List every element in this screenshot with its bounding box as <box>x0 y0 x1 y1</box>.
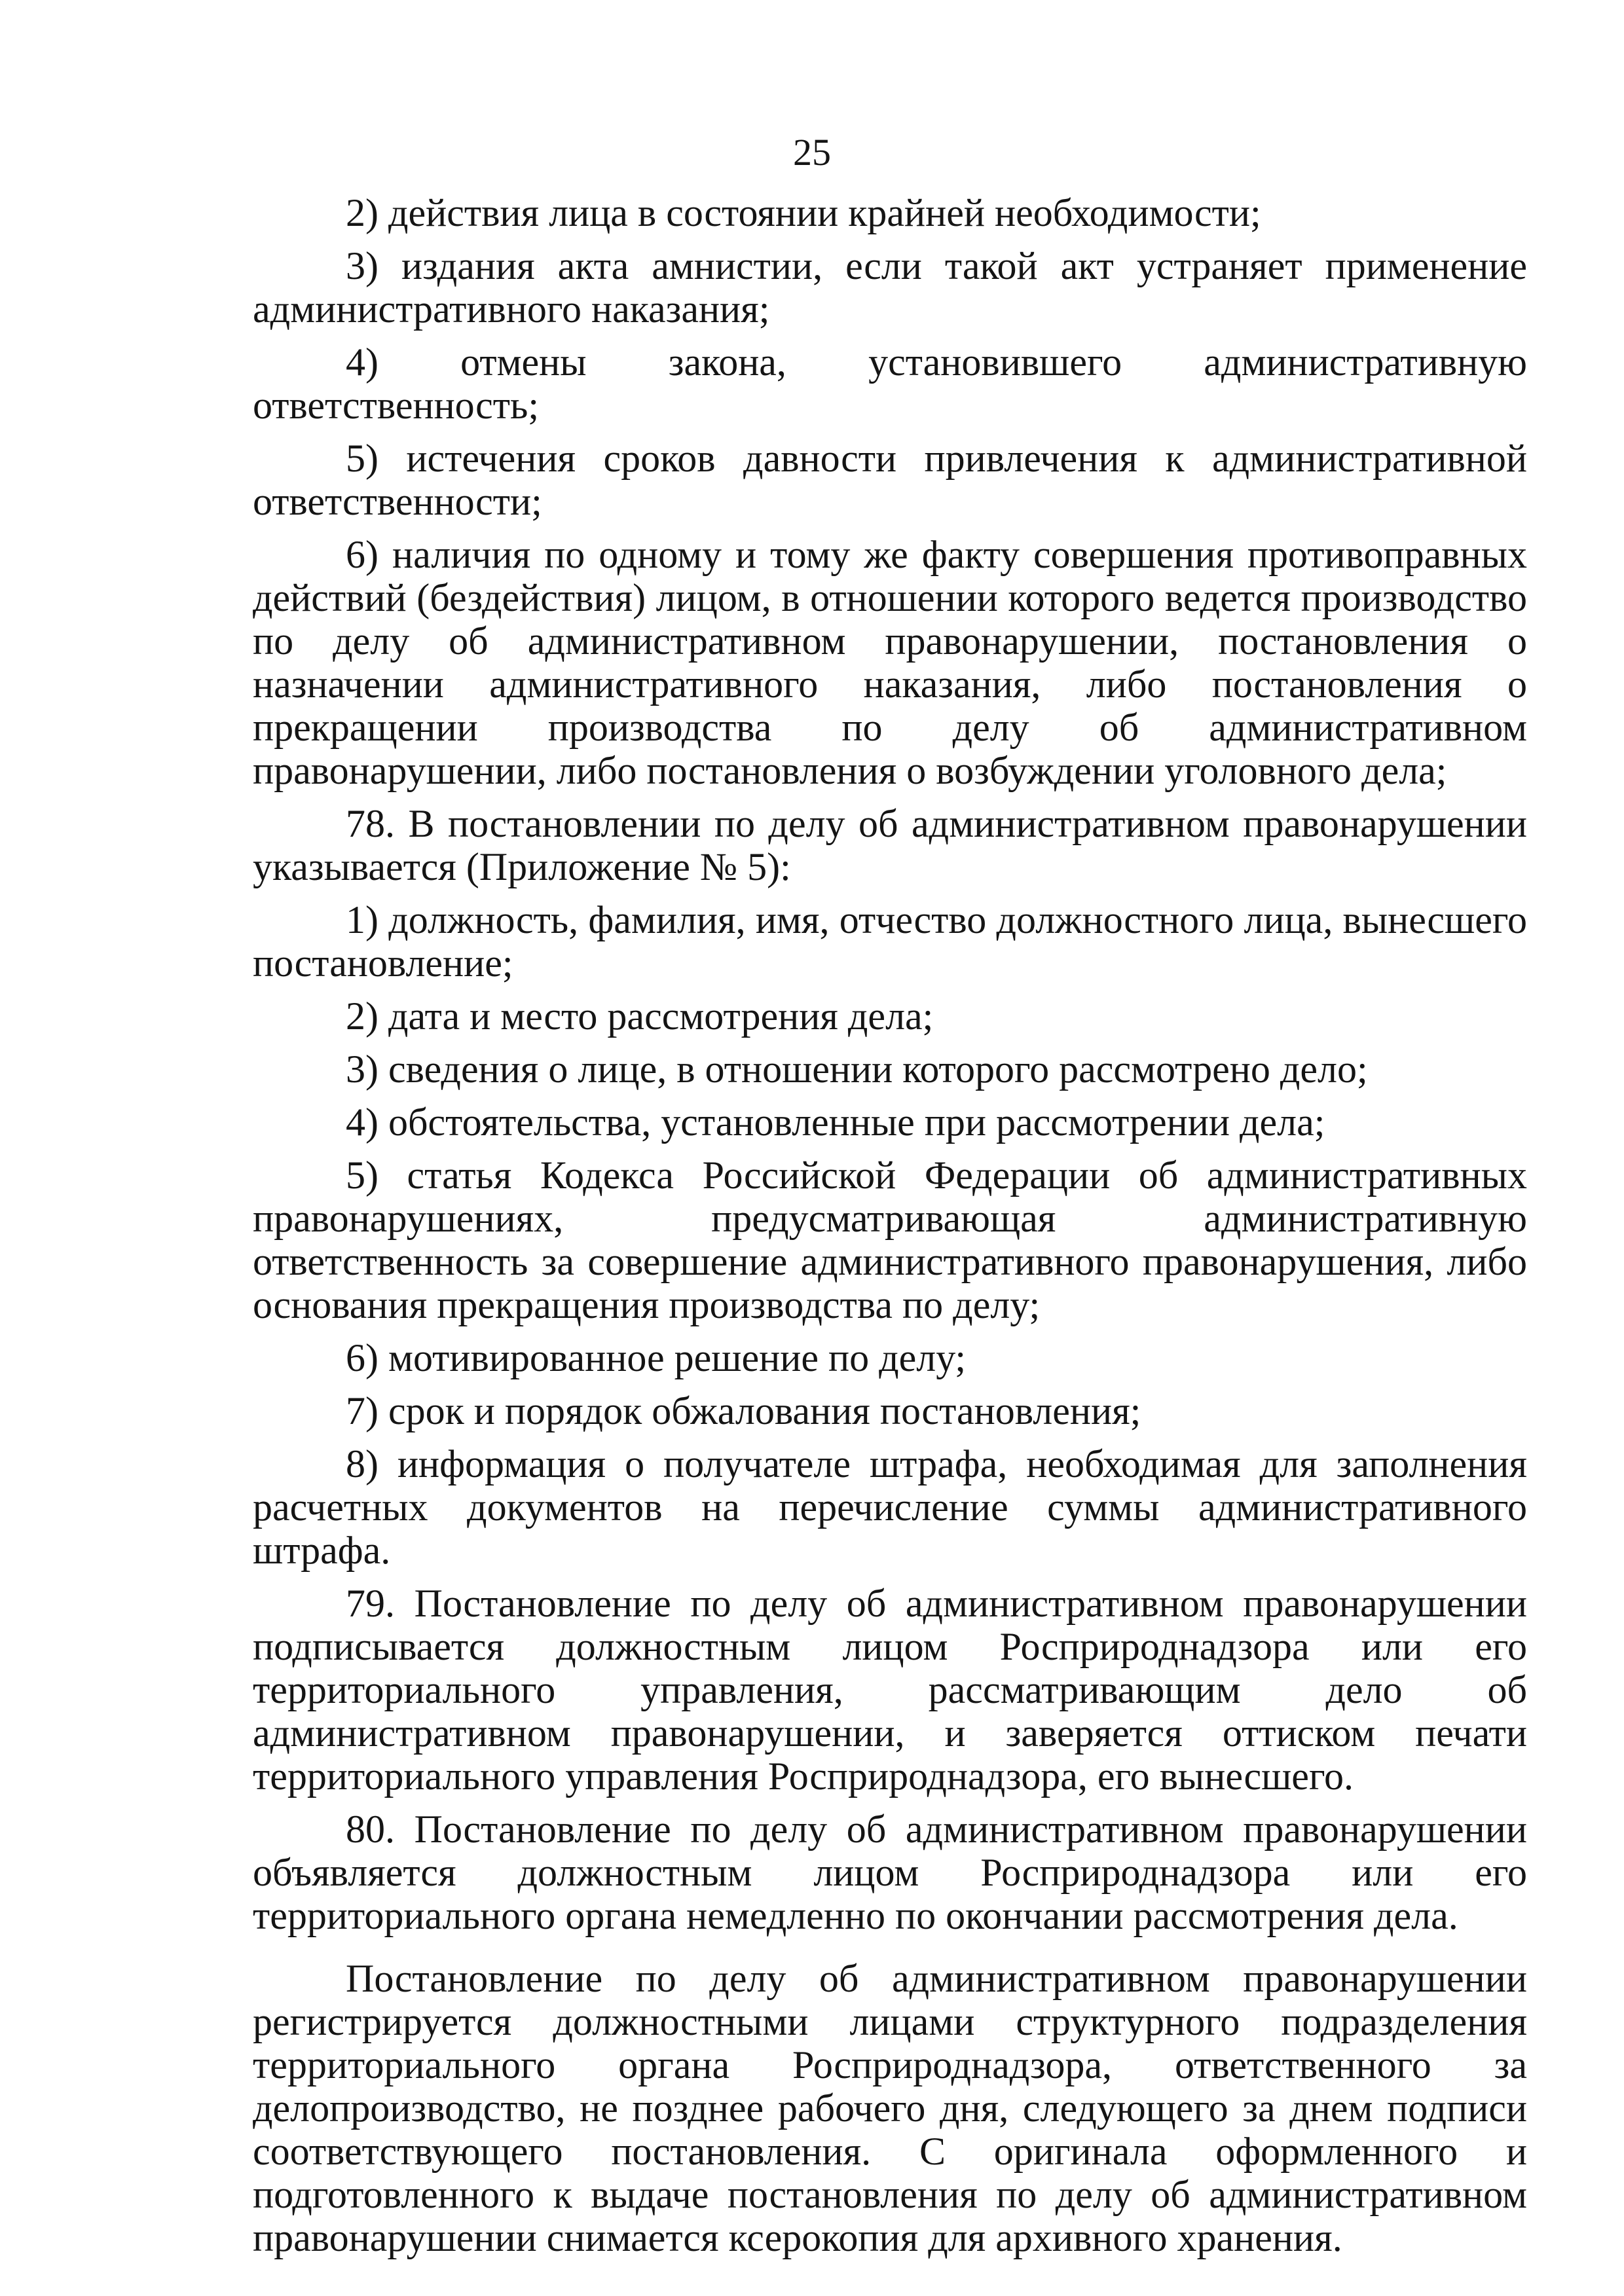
paragraph-78-item-8-fine-recipient: 8) информация о получателе штрафа, необходимая для заполнения расчетных документов на перечисление суммы административного штрафа. <box>253 1442 1527 1572</box>
paragraph-78-decision-contents: 78. В постановлении по делу об административном правонарушении указывается (Приложение № 5): <box>253 802 1527 888</box>
paragraph-item-4-law-repeal: 4) отмены закона, установившего административную ответственность; <box>253 340 1527 427</box>
paragraph-78-item-5-code-article: 5) статья Кодекса Российской Федерации об административных правонарушениях, предусматривающая административную ответственность за совершение административного правонарушения, либо основания прекращения производства по делу; <box>253 1154 1527 1326</box>
paragraph-item-5-limitation-period: 5) истечения сроков давности привлечения к административной ответственности; <box>253 437 1527 523</box>
paragraph-78-item-2-date-place: 2) дата и место рассмотрения дела; <box>346 994 934 1038</box>
paragraph-79-signing: 79. Постановление по делу об административном правонарушении подписывается должностным лицом Росприроднадзора или его территориального управления, рассматривающим дело об административном правонарушении, и заверяется оттиском печати территориального управления Росприроднадзора, его вынесшего. <box>253 1582 1527 1798</box>
paragraph-registration: Постановление по делу об административном правонарушении регистрируется должностными лицами структурного подразделения территориального органа Росприроднадзора, ответственного за делопроизводство, не позднее рабочего дня, следующего за днем подписи соответствующего постановления. С оригинала оформленного и подготовленного к выдаче постановления по делу об административном правонарушении снимается ксерокопия для архивного хранения. <box>253 1957 1527 2259</box>
paragraph-78-item-4-circumstances: 4) обстоятельства, установленные при рассмотрении дела; <box>346 1101 1325 1144</box>
paragraph-78-item-7-appeal: 7) срок и порядок обжалования постановления; <box>346 1389 1141 1432</box>
paragraph-78-item-3-person-info: 3) сведения о лице, в отношении которого рассмотрено дело; <box>346 1048 1368 1091</box>
paragraph-item-2-extreme-necessity: 2) действия лица в состоянии крайней необходимости; <box>346 191 1261 234</box>
paragraph-78-item-1-official: 1) должность, фамилия, имя, отчество должностного лица, вынесшего постановление; <box>253 898 1527 985</box>
page-number: 25 <box>793 131 831 173</box>
paragraph-80-announcement: 80. Постановление по делу об административном правонарушении объявляется должностным лицом Росприроднадзора или его территориального органа немедленно по окончании рассмотрения дела. <box>253 1808 1527 1937</box>
paragraph-78-item-6-decision: 6) мотивированное решение по делу; <box>346 1336 967 1379</box>
paragraph-item-6-existing-decision: 6) наличия по одному и тому же факту совершения противоправных действий (бездействия) лицом, в отношении которого ведется производство по делу об административном правонарушении, постановления о назначении административного наказания, либо постановления о прекращении производства по делу об административном правонарушении, либо постановления о возбуждении уголовного дела; <box>253 533 1527 792</box>
paragraph-item-3-amnesty: 3) издания акта амнистии, если такой акт устраняет применение административного наказания; <box>253 244 1527 331</box>
document-body <box>253 191 1527 2269</box>
